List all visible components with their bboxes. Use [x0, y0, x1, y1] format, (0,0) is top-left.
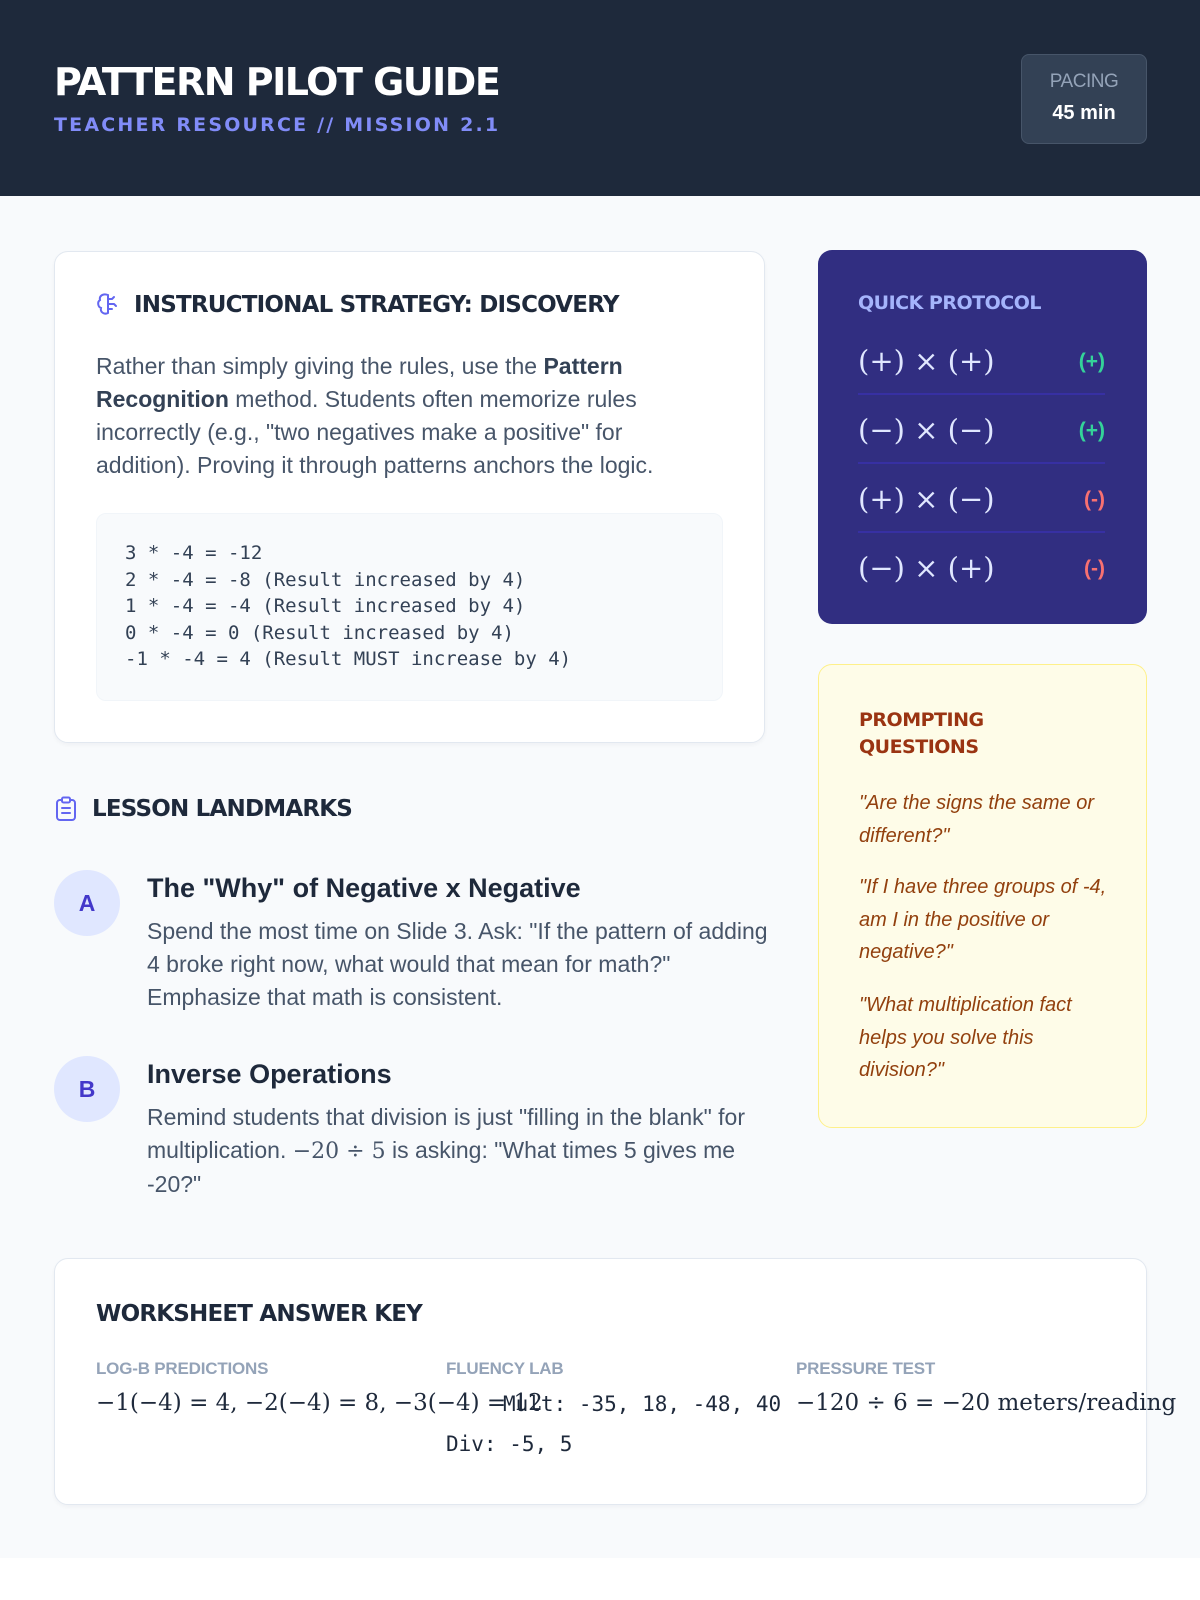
landmark-badge: B: [54, 1056, 120, 1122]
protocol-row: [858, 464, 1105, 533]
clipboard-icon: [54, 796, 78, 822]
landmarks-heading-label: LESSON LANDMARKS: [92, 796, 353, 822]
pacing-label: PACING: [1049, 71, 1119, 92]
quick-protocol-panel: [818, 250, 1147, 624]
prompting-question: "If I have three groups of -4, am I in the positive or negative?": [859, 876, 1107, 963]
code-line: 3 * -4 = -12: [125, 542, 263, 564]
pacing-value: 45 min: [1052, 102, 1116, 124]
landmark-text: Spend the most time on Slide 3. Ask: "If the pattern of adding 4 broke right now, what would that mean for math?" Emphasize that math is consistent.: [147, 918, 768, 1010]
landmark-text: [147, 1101, 772, 1201]
page-subtitle: TEACHER RESOURCE // MISSION 2.1: [54, 114, 501, 136]
strategy-card: [54, 251, 765, 743]
code-line: -1 * -4 = 4 (Result MUST increase by 4): [125, 648, 572, 670]
protocol-expression: (−) × (+): [858, 551, 995, 585]
protocol-title: QUICK PROTOCOL: [858, 292, 1041, 314]
protocol-row: [858, 533, 1105, 602]
landmark-badge: A: [54, 870, 120, 936]
prompting-question: "Are the signs the same or different?": [859, 792, 1094, 847]
strategy-heading-label: INSTRUCTIONAL STRATEGY: DISCOVERY: [134, 292, 619, 318]
protocol-row: [858, 326, 1105, 395]
code-line: 2 * -4 = -8 (Result increased by 4): [125, 568, 526, 591]
code-line: 1 * -4 = -4 (Result increased by 4): [125, 595, 526, 617]
pattern-code-block: [96, 513, 723, 701]
strategy-text-intro: Rather than simply giving the rules, use the: [96, 353, 544, 379]
strategy-text-emphasis: Pattern Recognition: [96, 353, 623, 412]
protocol-expression: (+) × (+): [858, 344, 995, 378]
strategy-heading: [96, 292, 619, 318]
protocol-result: (-): [1084, 557, 1105, 580]
prompting-question: "What multiplication fact helps you solve this division?": [859, 994, 1072, 1081]
answer-label: PRESSURE TEST: [796, 1359, 936, 1378]
protocol-row: [858, 395, 1105, 464]
strategy-text: [96, 350, 716, 482]
answer-label: LOG-B PREDICTIONS: [96, 1359, 269, 1378]
answer-div-value: Div: -5, 5: [446, 1432, 573, 1456]
landmark-title: The "Why" of Negative x Negative: [147, 873, 581, 903]
footer-strip: [0, 1558, 1200, 1600]
landmark-text-intro: Remind students that division is just "filling in the blank" for multiplication.: [147, 1104, 746, 1163]
answer-mult-value: Mult: -35, 18, -48, 40: [503, 1392, 782, 1416]
page-title: PATTERN PILOT GUIDE: [54, 60, 500, 104]
protocol-result: (-): [1084, 488, 1105, 511]
protocol-result: (+): [1078, 350, 1105, 373]
strategy-text-rest: method. Students often memorize rules incorrectly (e.g., "two negatives make a positive" for addition). Proving it through patterns anchors the logic.: [96, 386, 654, 478]
answer-key-title: WORKSHEET ANSWER KEY: [96, 1301, 422, 1327]
landmark-text-rest: is asking: "What times 5 gives me -20?": [147, 1137, 736, 1197]
answer-value: −1(−4) = 4, −2(−4) = 8, −3(−4) = 12: [96, 1390, 543, 1416]
pacing-badge: [1021, 54, 1147, 144]
protocol-result: (+): [1078, 419, 1105, 442]
answer-key-card: [54, 1258, 1177, 1505]
answer-label: FLUENCY LAB: [446, 1359, 564, 1378]
prompting-title: PROMPTING QUESTIONS: [859, 709, 984, 758]
page-header: [0, 0, 1200, 196]
division-expression: −20 ÷ 5: [292, 1139, 386, 1164]
protocol-expression: (+) × (−): [858, 482, 995, 516]
answer-value: −120 ÷ 6 = −20 meters/reading: [796, 1390, 1177, 1416]
landmark-title: Inverse Operations: [147, 1059, 392, 1089]
brain-icon: [96, 292, 120, 318]
code-line: 0 * -4 = 0 (Result increased by 4): [125, 621, 514, 644]
landmarks-heading: [54, 796, 352, 822]
protocol-expression: (−) × (−): [858, 413, 995, 447]
prompting-questions-panel: [818, 664, 1147, 1128]
